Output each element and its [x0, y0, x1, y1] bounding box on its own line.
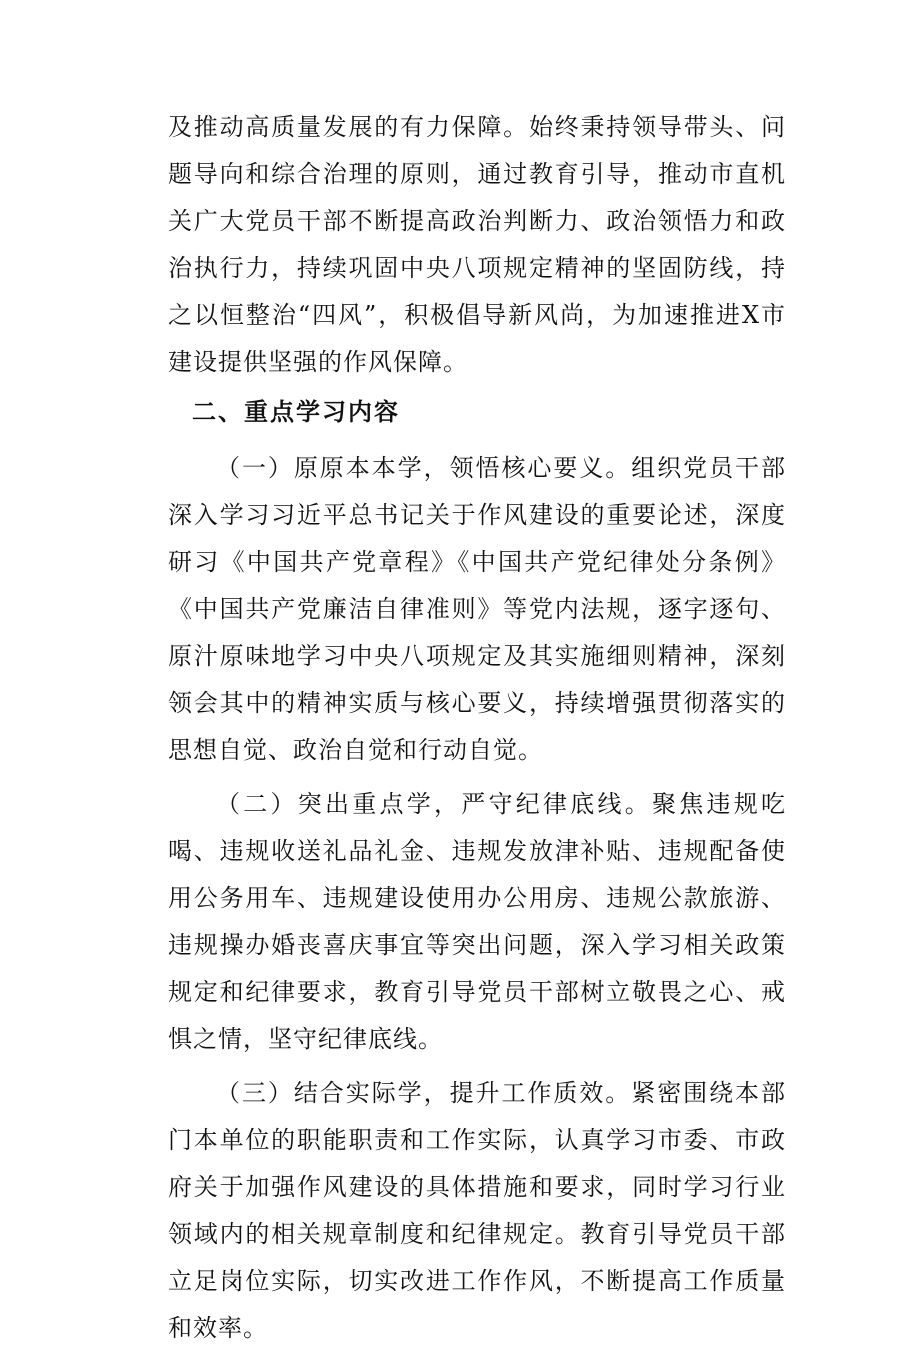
section-heading: 二、重点学习内容 [192, 398, 400, 426]
paragraph-continued: 及推动高质量发展的有力保障。始终秉持领导带头、问题导向和综合治理的原则，通过教育引导，推动市直机关广大党员干部不断提高政治判断力、政治领悟力和政治执行力，持续巩固中央八项规定精神的坚固防线，持之以恒整治“四风”，积极倡导新风尚，为加速推进X市建设提供坚强的作风保障。 [168, 113, 786, 376]
paragraph-study-item-3: （三）结合实际学，提升工作质效。紧密围绕本部门本单位的职能职责和工作实际，认真学习市委、市政府关于加强作风建设的具体措施和要求，同时学习行业领域内的相关规章制度和纪律规定。教育引导党员干部立足岗位实际，切实改进工作作风，不断提高工作质量和效率。 [168, 1079, 786, 1342]
paragraph-study-item-2: （二）突出重点学，严守纪律底线。聚焦违规吃喝、违规收送礼品礼金、违规发放津补贴、违规配备使用公务用车、违规建设使用办公用房、违规公款旅游、违规操办婚丧喜庆事宜等突出问题，深入学习相关政策规定和纪律要求，教育引导党员干部树立敬畏之心、戒惧之情，坚守纪律底线。 [168, 790, 786, 1053]
document-body [168, 104, 786, 1352]
paragraph-study-item-1: （一）原原本本学，领悟核心要义。组织党员干部深入学习习近平总书记关于作风建设的重要论述，深度研习《中国共产党章程》《中国共产党纪律处分条例》《中国共产党廉洁自律准则》等党内法规，逐字逐句、原汁原味地学习中央八项规定及其实施细则精神，深刻领会其中的精神实质与核心要义，持续增强贯彻落实的思想自觉、政治自觉和行动自觉。 [168, 454, 786, 764]
